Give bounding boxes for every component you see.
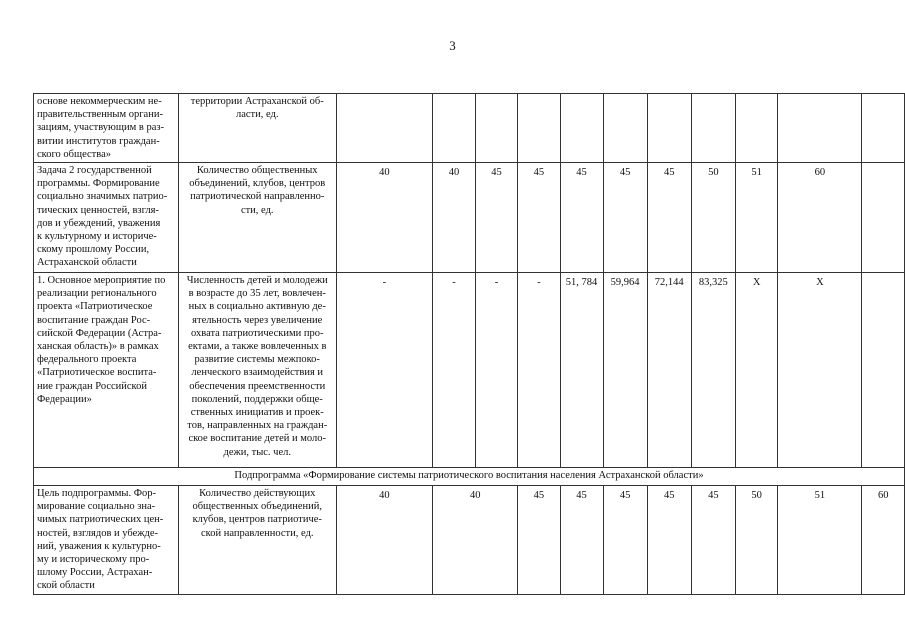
value-cell: - <box>475 273 517 468</box>
value-cell <box>518 94 560 163</box>
value-cell: 40 <box>433 163 475 273</box>
value-cell <box>603 94 647 163</box>
row-indicator-cell: Количество действующих общественных объединений, клубов, центров патриотиче- ской направленности, ед. <box>178 486 336 595</box>
value-cell: 45 <box>647 163 691 273</box>
row-goal-cell: Задача 2 государственной программы. Формирование социально значимых патрио- тических ценностей, взгля- дов и убеждений, уважения к культурному и историче- скому прошлому России, Астраханской области <box>34 163 179 273</box>
row-goal-cell: 1. Основное мероприятие по реализации регионального проекта «Патриотическое воспитание граждан Рос- сийской Федерации (Астра- ханская область)» в рамках федерального проекта «Патриотическое воспита- ние граждан Российской Федерации» <box>34 273 179 468</box>
value-cell: 83,325 <box>691 273 735 468</box>
value-cell: 45 <box>603 163 647 273</box>
page-number: 3 <box>449 38 456 53</box>
value-cell: 45 <box>560 486 603 595</box>
value-cell: 45 <box>560 163 603 273</box>
subprogram-row <box>34 468 905 486</box>
value-cell: 72,144 <box>647 273 691 468</box>
row-indicator-cell: Численность детей и молодежи в возрасте до 35 лет, вовлечен- ных в социально активную де- ятельность через увеличение охвата патриотическими про- ектами, а также вовлеченных в развитие системы межпоко- ленческого взаимодействия и обеспечения преемственности поколений, поддержки обще- ственных инициатив и проек- тов, направленных на граждан- ское воспитание детей и моло- дежи, тыс. чел. <box>178 273 336 468</box>
value-cell <box>691 94 735 163</box>
subprogram-header: Подпрограмма «Формирование системы патриотического воспитания населения Астраханской области» <box>34 468 905 486</box>
value-cell: 40 <box>433 486 518 595</box>
table-row <box>34 486 905 595</box>
row-goal-cell: основе некоммерческим не- правительственным органи- зациям, участвующим в раз- витии институтов граждан- ского общества» <box>34 94 179 163</box>
row-goal-cell: Цель подпрограммы. Фор- мирование социально зна- чимых патриотических цен- ностей, взглядов и убежде- ний, уважения к культурно- му и историческому про- шлому России, Астрахан- ской области <box>34 486 179 595</box>
value-cell: 40 <box>336 486 433 595</box>
value-cell <box>433 94 475 163</box>
value-cell: 60 <box>862 486 905 595</box>
table-row <box>34 94 905 163</box>
value-cell: - <box>336 273 433 468</box>
row-indicator-cell: территории Астраханской об- ласти, ед. <box>178 94 336 163</box>
value-cell-empty <box>862 163 905 273</box>
indicators-table <box>33 93 905 595</box>
value-cell <box>475 94 517 163</box>
value-cell-empty <box>862 273 905 468</box>
value-cell: 40 <box>336 163 433 273</box>
value-cell: 51 <box>735 163 777 273</box>
value-cell <box>560 94 603 163</box>
value-cell <box>336 94 433 163</box>
value-cell-empty <box>862 94 905 163</box>
value-cell: - <box>433 273 475 468</box>
row-indicator-cell: Количество общественных объединений, клубов, центров патриотической направленно- сти, ед. <box>178 163 336 273</box>
value-cell: 51, 784 <box>560 273 603 468</box>
value-cell <box>778 94 862 163</box>
value-cell: 51 <box>778 486 862 595</box>
value-cell: 45 <box>647 486 691 595</box>
value-cell: - <box>518 273 560 468</box>
table-body <box>34 94 905 595</box>
value-cell: 59,964 <box>603 273 647 468</box>
value-cell: X <box>778 273 862 468</box>
table-row <box>34 273 905 468</box>
value-cell <box>647 94 691 163</box>
value-cell: 45 <box>691 486 735 595</box>
value-cell: 50 <box>691 163 735 273</box>
value-cell: 50 <box>735 486 777 595</box>
value-cell: 60 <box>778 163 862 273</box>
value-cell: X <box>735 273 777 468</box>
table-row <box>34 163 905 273</box>
value-cell: 45 <box>518 486 560 595</box>
value-cell: 45 <box>475 163 517 273</box>
value-cell <box>735 94 777 163</box>
value-cell: 45 <box>603 486 647 595</box>
value-cell: 45 <box>518 163 560 273</box>
